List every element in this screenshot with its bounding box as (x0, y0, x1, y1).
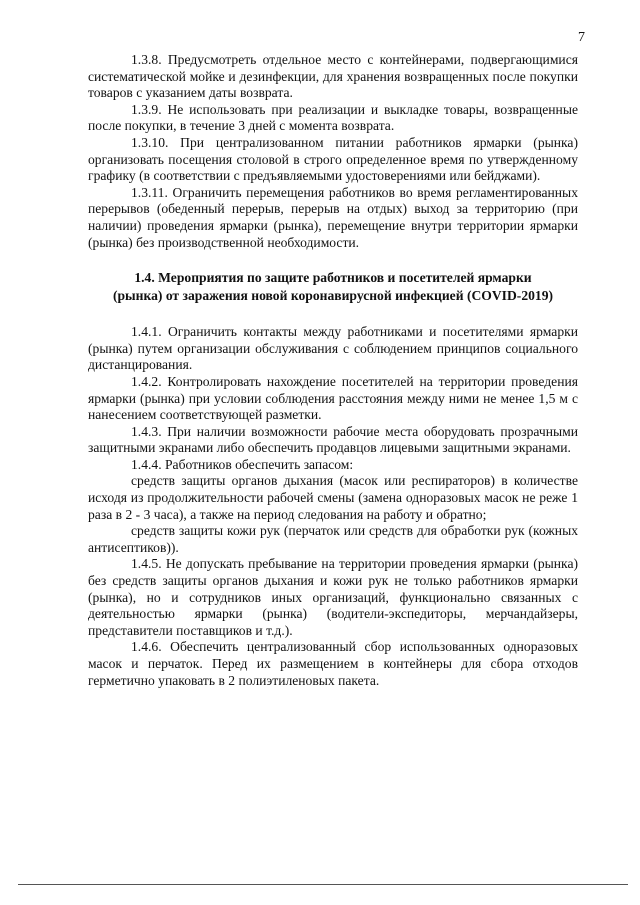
page-bottom-rule (18, 884, 628, 885)
paragraph-1-4-4-respiratory: средств защиты органов дыхания (масок или респираторов) в количестве исходя из продолжительности рабочей смены (замена одноразовых масок не реже 1 раза в 2 - 3 часа), а также на период следования на работу и обратно; (88, 473, 578, 522)
paragraph-1-4-2: 1.4.2. Контролировать нахождение посетителей на территории проведения ярмарки (рынка) при условии соблюдения расстояния между ними не менее 1,5 м с нанесением соответствующей разметки. (88, 373, 578, 423)
section-heading-1-4: 1.4. Мероприятия по защите работников и посетителей ярмарки (рынка) от заражения новой коронавирусной инфекцией (COVID-2019) (112, 270, 554, 303)
paragraph-1-3-10: 1.3.10. При централизованном питании работников ярмарки (рынка) организовать посещения столовой в строго определенное время по утвержденному графику (в соответствии с предъявляемыми удостоверениями или бейджами). (88, 134, 578, 184)
paragraph-1-4-4-hands: средств защиты кожи рук (перчаток или средств для обработки рук (кожных антисептиков)). (88, 523, 578, 555)
paragraph-1-3-11: 1.3.11. Ограничить перемещения работников во время регламентированных перерывов (обеденный перерыв, перерыв на отдых) выход за территорию (при наличии) проведения ярмарки (рынка), перемещение внутри территории ярмарки (рынка) без производственной необходимости. (88, 184, 578, 250)
paragraph-1-3-9: 1.3.9. Не использовать при реализации и выкладке товары, возвращенные после покупки, в течение 3 дней с момента возврата. (88, 101, 578, 134)
paragraph-1-4-4: 1.4.4. Работников обеспечить запасом: (131, 456, 354, 472)
paragraph-1-3-8: 1.3.8. Предусмотреть отдельное место с контейнерами, подвергающимися систематической мойке и дезинфекции, для хранения возвращенных после покупки товаров с указанием даты возврата. (88, 52, 578, 101)
page-number: 7 (578, 30, 585, 45)
paragraph-1-4-6: 1.4.6. Обеспечить централизованный сбор использованных одноразовых масок и перчаток. Перед их размещением в контейнеры для сбора отходов герметично упаковать в 2 полиэтиленовых пакета. (88, 639, 578, 688)
paragraph-1-4-1: 1.4.1. Ограничить контакты между работниками и посетителями ярмарки (рынка) путем организации обслуживания с соблюдением принципов социального дистанцирования. (88, 324, 578, 373)
document-body (88, 52, 578, 689)
paragraph-1-4-5: 1.4.5. Не допускать пребывание на территории проведения ярмарки (рынка) без средств защиты органов дыхания и кожи рук не только работников ярмарки (рынка), но и сотрудников иных организаций, функционально связанных с деятельностью ярмарки (рынка) (водители-экспедиторы, мерчандайзеры, представители поставщиков и т.д.). (88, 556, 578, 638)
paragraph-1-4-3: 1.4.3. При наличии возможности рабочие места оборудовать прозрачными защитными экранами либо обеспечить продавцов лицевыми защитными экранами. (88, 423, 578, 456)
